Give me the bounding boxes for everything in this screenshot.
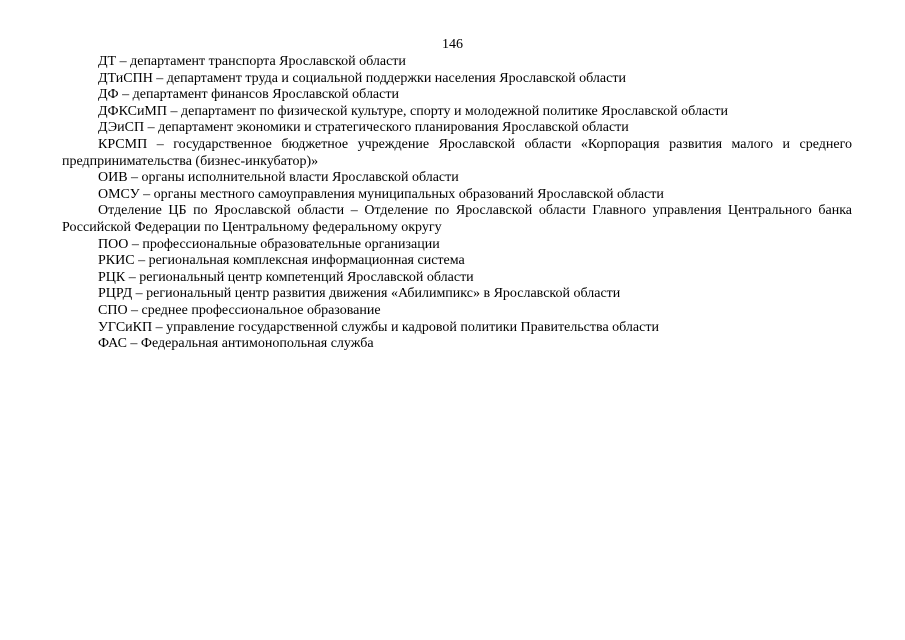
abbreviation-entry-rkis: РКИС – региональная комплексная информационная система (98, 253, 465, 269)
abbreviation-entry-fas: ФАС – Федеральная антимонопольная служба (98, 336, 374, 352)
abbreviation-entry-dt: ДТ – департамент транспорта Ярославской области (98, 54, 406, 69)
abbreviation-entry-omsu: ОМСУ – органы местного самоуправления муниципальных образований Ярославской области (98, 186, 664, 202)
abbreviation-entry-spo: СПО – среднее профессиональное образование (98, 302, 381, 318)
abbreviation-entry-df: ДФ – департамент финансов Ярославской области (98, 87, 399, 103)
abbreviation-entry-dtispn: ДТиСПН – департамент труда и социальной поддержки населения Ярославской области (98, 70, 626, 86)
abbreviation-entry-dfksimp: ДФКСиМП – департамент по физической культуре, спорту и молодежной политике Ярославской области (98, 103, 728, 119)
abbreviation-entry-otdelenie-cb: Отделение ЦБ по Ярославской области – Отделение по Ярославской области Главного управления Центрального банка Российской Федерации по Центральному федеральному округу (62, 203, 852, 235)
abbreviation-entry-krsmp: КРСМП – государственное бюджетное учреждение Ярославской области «Корпорация развития малого и среднего предпринимательства (бизнес-инкубатор)» (62, 136, 852, 169)
abbreviation-entry-poo: ПОО – профессиональные образовательные организации (98, 236, 440, 252)
abbreviation-entry-rck: РЦК – региональный центр компетенций Ярославской области (98, 269, 474, 285)
page-number: 146 (442, 37, 463, 52)
abbreviation-entry-deisp: ДЭиСП – департамент экономики и стратегического планирования Ярославской области (98, 120, 629, 136)
abbreviation-entry-ugsikp: УГСиКП – управление государственной службы и кадровой политики Правительства области (98, 319, 659, 335)
abbreviation-entry-rcrd: РЦРД – региональный центр развития движения «Абилимпикс» в Ярославской области (98, 286, 621, 302)
abbreviation-entry-oiv: ОИВ – органы исполнительной власти Ярославской области (98, 170, 459, 186)
abbreviation-list (62, 54, 852, 353)
